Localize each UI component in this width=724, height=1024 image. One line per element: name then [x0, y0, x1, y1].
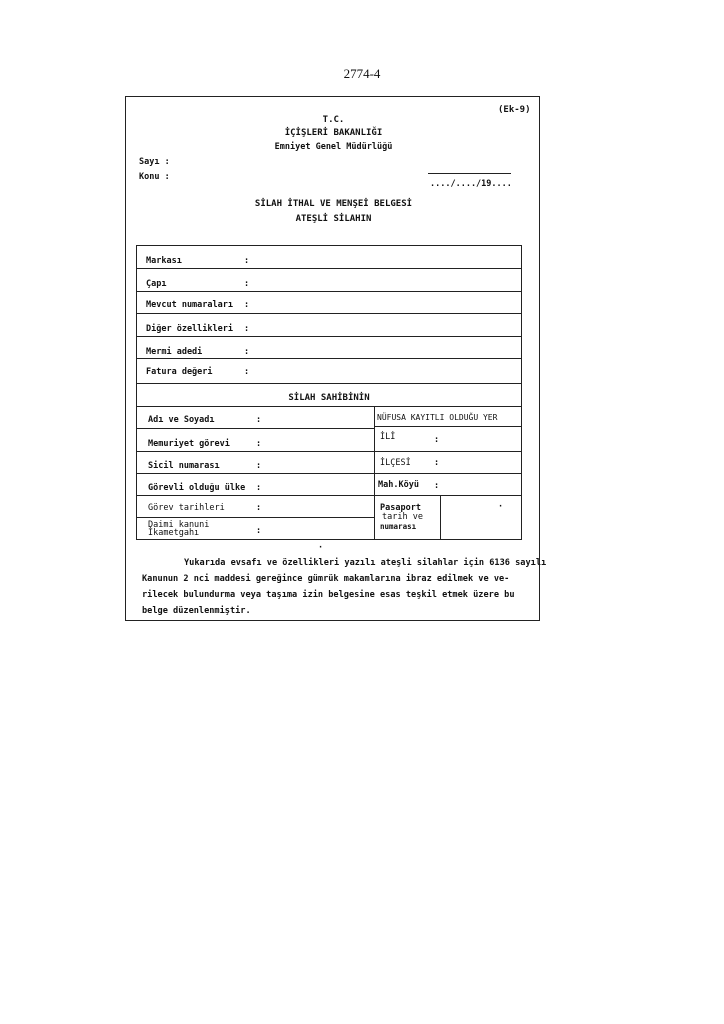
paragraph-line: belge düzenlenmiştir.: [142, 606, 251, 616]
annex-label: (Ek-9): [498, 105, 531, 115]
weapon-field-label: Markası: [146, 256, 182, 266]
owner-field-label: Görev tarihleri: [148, 503, 225, 513]
weapon-field-label: Mevcut numaraları: [146, 300, 233, 310]
owner-field-label: Daimi kanuni: [148, 520, 210, 530]
directorate-name: Emniyet Genel Müdürlüğü: [274, 142, 393, 152]
weapon-field-colon: :: [244, 256, 250, 266]
form-frame: [125, 96, 547, 621]
weapon-field-label: Fatura değeri: [146, 367, 213, 377]
weapon-field-label: Mermi adedi: [146, 347, 203, 357]
row-divider: [136, 473, 522, 474]
row-divider: [136, 428, 375, 429]
ilce-label: İLÇESİ: [380, 458, 411, 468]
owner-field-colon: :: [256, 415, 262, 425]
owner-field-colon: :: [256, 526, 262, 536]
paragraph-line: rilecek bulundurma veya taşıma izin belgesine esas teşkil etmek üzere bu: [142, 590, 515, 600]
tc-label: T.C.: [322, 115, 345, 125]
weapon-field-colon: :: [244, 279, 250, 289]
il-label: İLİ: [380, 432, 396, 442]
date-field: ..../..../19....: [430, 179, 512, 189]
paragraph-line: Yukarıda evsafı ve özellikleri yazılı ateşli silahlar için 6136 sayılı: [184, 558, 547, 568]
paragraph-dot: ·: [318, 543, 324, 553]
document-title: SİLAH İTHAL VE MENŞEİ BELGESİ: [254, 199, 413, 209]
owner-field-colon: :: [256, 461, 262, 471]
page-number: 2774-4: [343, 66, 381, 81]
owner-field-label: Memuriyet görevi: [148, 439, 230, 449]
konu-label: Konu :: [139, 172, 170, 182]
owner-field-colon: :: [256, 503, 262, 513]
owner-field-colon: :: [256, 439, 262, 449]
row-divider: [136, 451, 522, 452]
row-divider: [136, 383, 522, 384]
row-divider: [136, 517, 375, 518]
passport-label: numarası: [380, 522, 417, 531]
il-colon: :: [434, 435, 440, 445]
weapon-field-colon: :: [244, 347, 250, 357]
owner-field-label: Görevli olduğu ülke: [148, 483, 246, 493]
sayi-label: Sayı :: [139, 157, 170, 167]
weapon-field-label: Çapı: [146, 279, 167, 289]
weapon-field-colon: :: [244, 367, 250, 377]
owner-field-label: İkametgahı: [148, 528, 200, 538]
row-divider: [136, 268, 522, 269]
document-subtitle: ATEŞLİ SİLAHIN: [295, 214, 372, 224]
row-divider: [136, 336, 522, 337]
date-underline: [428, 173, 511, 174]
passport-label: tarih ve: [382, 512, 423, 522]
registry-header: NÜFUSA KAYITLI OLDUĞU YER: [377, 413, 498, 422]
row-divider: [136, 313, 522, 314]
weapon-field-colon: :: [244, 300, 250, 310]
ministry-name: İÇİŞLERİ BAKANLIĞI: [284, 128, 383, 138]
row-divider: [136, 406, 522, 407]
passport-value: ·: [498, 502, 504, 512]
row-divider: [136, 358, 522, 359]
owner-field-label: Sicil numarası: [148, 461, 220, 471]
ilce-colon: :: [434, 458, 440, 468]
owner-field-label: Adı ve Soyadı: [148, 415, 215, 425]
paragraph-line: Kanunun 2 nci maddesi gereğince gümrük makamlarına ibraz edilmek ve ve-: [142, 574, 510, 584]
mah-colon: :: [434, 481, 440, 491]
passport-label: Pasaport: [380, 503, 421, 513]
passport-divider: [440, 495, 441, 540]
weapon-field-colon: :: [244, 324, 250, 334]
weapon-field-label: Diğer özellikleri: [146, 324, 233, 334]
mah-label: Mah.Köyü: [378, 480, 419, 490]
row-divider: [136, 291, 522, 292]
owner-section-header: SİLAH SAHİBİNİN: [288, 393, 370, 403]
owner-field-colon: :: [256, 483, 262, 493]
row-divider: [136, 495, 522, 496]
row-divider: [374, 426, 522, 427]
